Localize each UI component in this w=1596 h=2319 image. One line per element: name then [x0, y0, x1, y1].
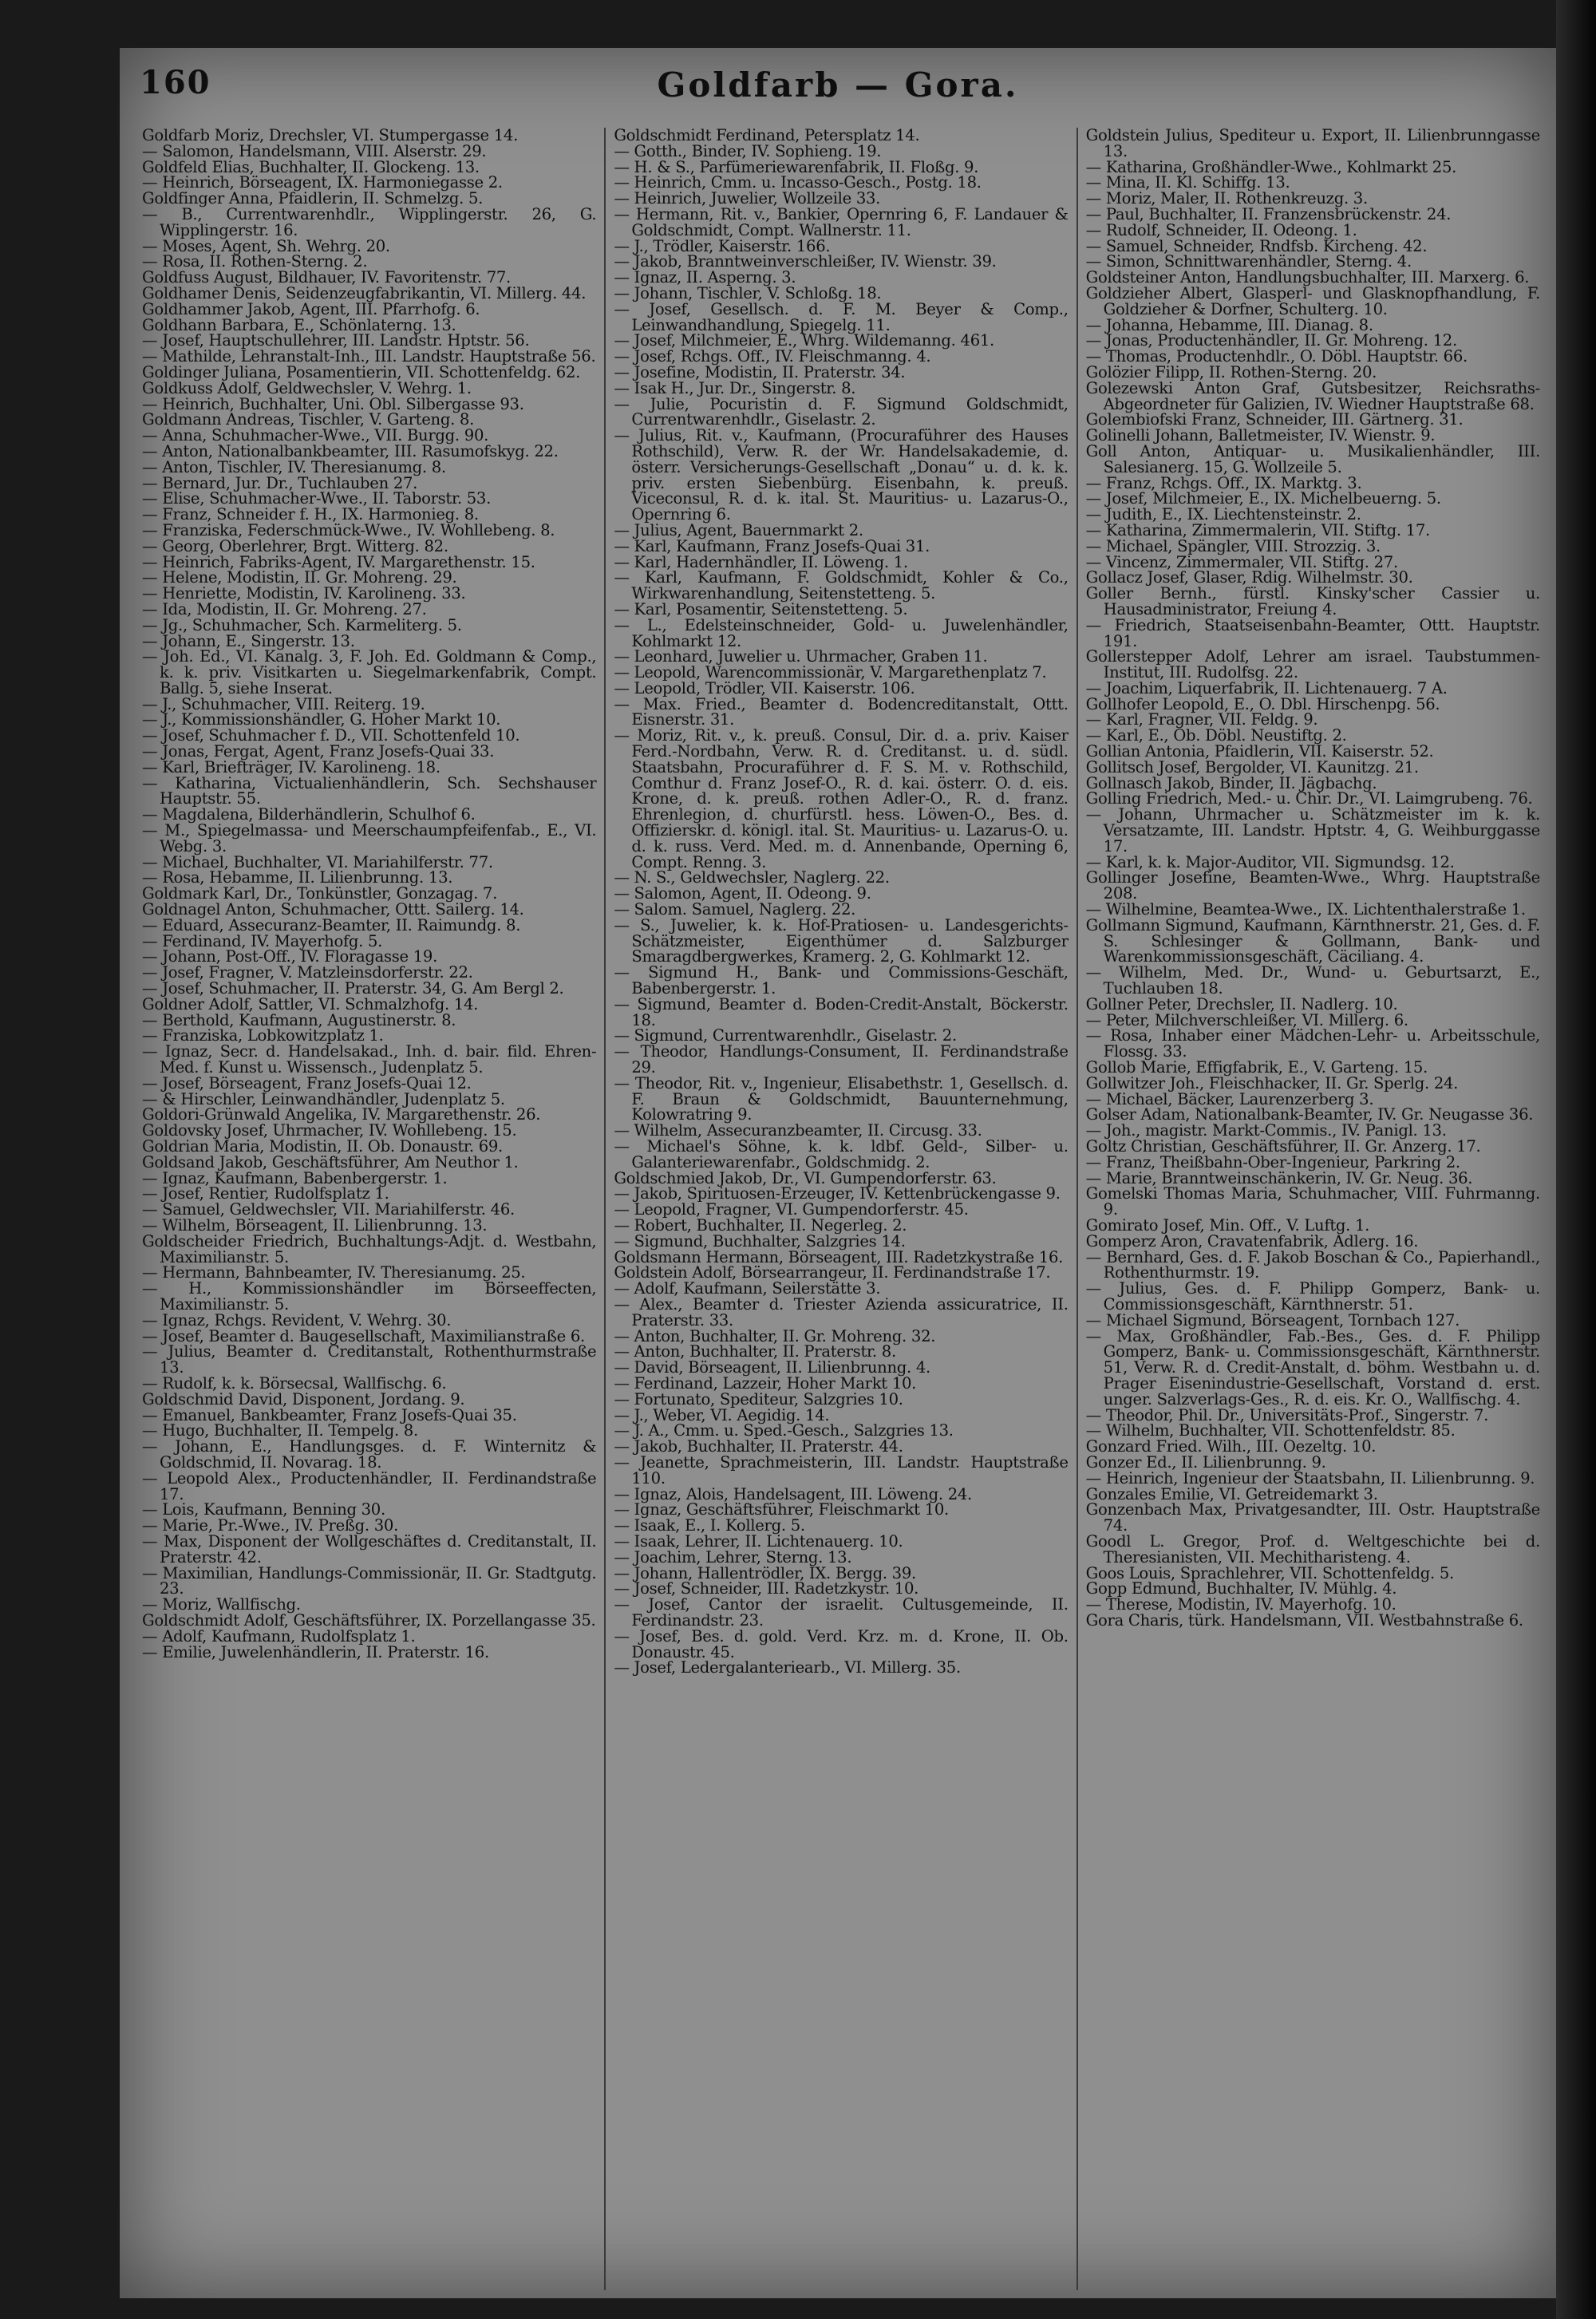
directory-column-2: [604, 128, 1076, 2290]
directory-entry: — Simon, Schnittwarenhändler, Sterng. 4.: [1085, 252, 1412, 271]
directory-entry: Gollob Marie, Effigfabrik, E., V. Garteng. 15.: [1085, 1058, 1428, 1077]
directory-entry: — M., Spiegelmassa- und Meerschaumpfeifenfab., E., VI. Webg. 3.: [142, 821, 597, 855]
directory-entry: — Bernhard, Ges. d. F. Jakob Boschan & Co., Papierhandl., Rothenthurmstr. 19.: [1085, 1247, 1540, 1282]
directory-entry: Gomelski Thomas Maria, Schuhmacher, VIII. Fuhrmanng. 9.: [1085, 1184, 1540, 1219]
directory-entry: — Henriette, Modistin, IV. Karolineng. 33.: [142, 584, 466, 603]
directory-entry: — Jonas, Fergat, Agent, Franz Josefs-Quai 33.: [142, 742, 495, 761]
directory-entry: — Karl, Kaufmann, F. Goldschmidt, Kohler & Co., Wirkwarenhandlung, Seitenstetteng. 5.: [614, 568, 1069, 603]
directory-entry: Gonzer Ed., II. Lilienbrunng. 9.: [1085, 1452, 1326, 1472]
page-edge-shadow: [1556, 0, 1596, 2319]
directory-entry: — Salom. Samuel, Naglerg. 22.: [614, 900, 856, 919]
directory-entry: — Karl, Kaufmann, Franz Josefs-Quai 31.: [614, 536, 930, 555]
directory-entry: — Adolf, Kaufmann, Seilerstätte 3.: [614, 1279, 881, 1298]
directory-entry: — Friedrich, Staatseisenbahn-Beamter, Ottt. Hauptstr. 191.: [1085, 615, 1540, 650]
directory-entry: — Leopold, Trödler, VII. Kaiserstr. 106.: [614, 678, 915, 697]
directory-entry: — J., Trödler, Kaiserstr. 166.: [614, 236, 831, 255]
directory-entry: — Jakob, Spirituosen-Erzeuger, IV. Kettenbrückengasse 9.: [614, 1184, 1061, 1203]
directory-entry: — Jg., Schuhmacher, Sch. Karmeliterg. 5.: [142, 615, 462, 634]
directory-entry: — Wilhelmine, Beamtea-Wwe., IX. Lichtenthalerstraße 1.: [1085, 900, 1526, 919]
directory-entry: — Joachim, Lehrer, Sterng. 13.: [614, 1547, 852, 1566]
directory-entry: — David, Börseagent, II. Lilienbrunng. 4.: [614, 1358, 930, 1377]
directory-entry: — Sigmund, Beamter d. Boden-Credit-Anstalt, Böckerstr. 18.: [614, 994, 1069, 1029]
directory-entry: — Vincenz, Zimmermaler, VII. Stiftg. 27.: [1085, 552, 1398, 571]
directory-entry: — Emanuel, Bankbeamter, Franz Josefs-Quai 35.: [142, 1405, 517, 1424]
directory-entry: — Michael, Spängler, VIII. Strozzig. 3.: [1085, 536, 1381, 555]
directory-entry: — Anna, Schuhmacher-Wwe., VII. Burgg. 90.: [142, 426, 489, 445]
directory-entry: — Josef, Cantor der israelit. Cultusgemeinde, II. Ferdinandstr. 23.: [614, 1595, 1069, 1630]
directory-entry: Goldhamer Denis, Seidenzeugfabrikantin, VI. Millerg. 44.: [142, 283, 587, 302]
directory-entry: Golling Friedrich, Med.- u. Chir. Dr., VI. Laimgrubeng. 76.: [1085, 789, 1533, 808]
directory-entry: — Katharina, Zimmermalerin, VII. Stiftg. 17.: [1085, 520, 1430, 539]
directory-entry: — Max, Disponent der Wollgeschäftes d. Creditanstalt, II. Praterstr. 42.: [142, 1531, 597, 1566]
directory-entry: Golinelli Johann, Balletmeister, IV. Wienstr. 9.: [1085, 426, 1436, 445]
directory-entry: — Fortunato, Spediteur, Salzgries 10.: [614, 1389, 903, 1408]
directory-entry: — J., Kommissionshändler, G. Hoher Markt 10.: [142, 710, 501, 729]
directory-entry: Goldhann Barbara, E., Schönlaterng. 13.: [142, 315, 456, 334]
directory-entry: — Julius, Beamter d. Creditanstalt, Rothenthurmstraße 13.: [142, 1342, 597, 1377]
directory-entry: — Wilhelm, Börseagent, II. Lilienbrunng. 13.: [142, 1215, 488, 1235]
directory-entry: Gonzenbach Max, Privatgesandter, III. Ostr. Hauptstraße 74.: [1085, 1500, 1540, 1535]
directory-entry: — Heinrich, Fabriks-Agent, IV. Margarethenstr. 15.: [142, 552, 535, 571]
directory-entry: Gollerstepper Adolf, Lehrer am israel. Taubstummen-Institut, III. Rudolfsg. 22.: [1085, 647, 1540, 682]
directory-entry: — Gotth., Binder, IV. Sophieng. 19.: [614, 141, 882, 160]
directory-entry: — Salomon, Agent, II. Odeong. 9.: [614, 884, 871, 903]
directory-entry: — Isaak, Lehrer, II. Lichtenauerg. 10.: [614, 1531, 903, 1551]
directory-entry: — Michael Sigmund, Börseagent, Tornbach 127.: [1085, 1310, 1460, 1329]
directory-entry: Gopp Edmund, Buchhalter, IV. Mühlg. 4.: [1085, 1579, 1397, 1598]
directory-entry: — Karl, Fragner, VII. Feldg. 9.: [1085, 710, 1318, 729]
directory-entry: Gomirato Josef, Min. Off., V. Luftg. 1.: [1085, 1215, 1370, 1235]
directory-entry: Gollhofer Leopold, E., O. Dbl. Hirschenpg. 56.: [1085, 694, 1440, 713]
directory-entry: — B., Currentwarenhdlr., Wipplingerstr. 26, G. Wipplingerstr. 16.: [142, 204, 597, 239]
directory-entry: — Max. Fried., Beamter d. Bodencreditanstalt, Ottt. Eisnerstr. 31.: [614, 694, 1069, 729]
directory-entry: Goldsmann Hermann, Börseagent, III. Radetzkystraße 16.: [614, 1247, 1064, 1266]
directory-entry: — Jeanette, Sprachmeisterin, III. Landstr. Hauptstraße 110.: [614, 1452, 1069, 1487]
directory-entry: — Alex., Beamter d. Triester Azienda assicuratrice, II. Praterstr. 33.: [614, 1294, 1069, 1329]
directory-entry: — Adolf, Kaufmann, Rudolfsplatz 1.: [142, 1626, 416, 1645]
directory-entry: — Theodor, Rit. v., Ingenieur, Elisabethstr. 1, Gesellsch. d. F. Braun & Goldschmidt, Bauunternehmung, Kolowratring 9.: [614, 1073, 1069, 1124]
directory-entry: Goldzieher Albert, Glasperl- und Glasknopfhandlung, F. Goldzieher & Dorfner, Schulterg. 10.: [1085, 283, 1540, 318]
directory-entry: — Jonas, Productenhändler, II. Gr. Mohreng. 12.: [1085, 331, 1457, 350]
directory-entry: — Helene, Modistin, II. Gr. Mohreng. 29.: [142, 568, 457, 587]
directory-entry: — Franz, Rchgs. Off., IX. Marktg. 3.: [1085, 473, 1362, 492]
directory-entry: — Isak H., Jur. Dr., Singerstr. 8.: [614, 378, 856, 397]
directory-entry: — Anton, Buchhalter, II. Praterstr. 8.: [614, 1342, 896, 1361]
directory-column-1: [134, 128, 604, 2290]
directory-entry: Gonzales Emilie, VI. Getreidemarkt 3.: [1085, 1484, 1378, 1503]
directory-entry: — Georg, Oberlehrer, Brgt. Witterg. 82.: [142, 536, 448, 555]
directory-entry: — Isaak, E., I. Kollerg. 5.: [614, 1516, 805, 1535]
directory-entry: Goldner Adolf, Sattler, VI. Schmalzhofg. 14.: [142, 994, 479, 1013]
directory-entry: — Heinrich, Cmm. u. Incasso-Gesch., Postg. 18.: [614, 173, 982, 192]
directory-entry: — Wilhelm, Med. Dr., Wund- u. Geburtsarzt, E., Tuchlauben 18.: [1085, 963, 1540, 998]
directory-entry: — Johann, Hallentrödler, IX. Bergg. 39.: [614, 1563, 916, 1582]
directory-entry: — Therese, Modistin, IV. Mayerhofg. 10.: [1085, 1595, 1396, 1614]
directory-entry: — Karl, Briefträger, IV. Karolineng. 18.: [142, 757, 440, 776]
directory-entry: — N. S., Geldwechsler, Naglerg. 22.: [614, 868, 890, 887]
directory-entry: Goldinger Juliana, Posamentierin, VII. Schottenfeldg. 62.: [142, 362, 581, 381]
directory-entry: — Josef, Fragner, V. Matzleinsdorferstr. 22.: [142, 963, 473, 982]
directory-entry: — Josef, Schneider, III. Radetzkystr. 10.: [614, 1579, 919, 1598]
directory-entry: — Theodor, Handlungs-Consument, II. Ferdinandstraße 29.: [614, 1042, 1069, 1077]
directory-entry: — Mina, II. Kl. Schiffg. 13.: [1085, 173, 1290, 192]
directory-entry: Goller Bernh., fürstl. Kinsky'scher Cassier u. Hausadministrator, Freiung 4.: [1085, 584, 1540, 618]
directory-entry: — Wilhelm, Buchhalter, VII. Schottenfeldstr. 85.: [1085, 1421, 1456, 1440]
directory-entry: — Heinrich, Ingenieur der Staatsbahn, II. Lilienbrunng. 9.: [1085, 1468, 1535, 1487]
directory-entry: — Johann, Post-Off., IV. Floragasse 19.: [142, 947, 438, 966]
directory-entry: — Franz, Theißbahn-Ober-Ingenieur, Parkring 2.: [1085, 1152, 1460, 1171]
directory-entry: — Rosa, II. Rothen-Sterng. 2.: [142, 252, 368, 271]
directory-entry: Goldmann Andreas, Tischler, V. Garteng. 8.: [142, 410, 475, 429]
directory-entry: — Eduard, Assecuranz-Beamter, II. Raimundg. 8.: [142, 915, 521, 934]
directory-entry: — Joachim, Liquerfabrik, II. Lichtenauerg. 7 A.: [1085, 678, 1448, 697]
directory-entry: — Leonhard, Juwelier u. Uhrmacher, Graben 11.: [614, 647, 988, 666]
directory-entry: — Paul, Buchhalter, II. Franzensbrückenstr. 24.: [1085, 204, 1452, 223]
directory-entry: Goldfarb Moriz, Drechsler, VI. Stumpergasse 14.: [142, 128, 519, 144]
directory-entry: Goll Anton, Antiquar- u. Musikalienhändler, III. Salesianerg. 15, G. Wollzeile 5.: [1085, 441, 1540, 476]
directory-entry: — Lois, Kaufmann, Benning 30.: [142, 1500, 385, 1519]
directory-entry: — Josef, Rentier, Rudolfsplatz 1.: [142, 1184, 389, 1203]
directory-entry: Goldschmidt Adolf, Geschäftsführer, IX. Porzellangasse 35.: [142, 1610, 596, 1630]
directory-entry: — Julius, Agent, Bauernmarkt 2.: [614, 520, 863, 539]
directory-entry: — Johann, E., Handlungsges. d. F. Winternitz & Goldschmid, II. Novarag. 18.: [142, 1437, 597, 1472]
directory-entry: — Hermann, Rit. v., Bankier, Opernring 6, F. Landauer & Goldschmidt, Compt. Wallnerstr. 11.: [614, 204, 1069, 239]
directory-entry: Goldfeld Elias, Buchhalter, II. Glockeng. 13.: [142, 157, 480, 176]
directory-entry: — Sigmund, Currentwarenhdlr., Giselastr. 2.: [614, 1026, 957, 1045]
directory-entry: Goldfinger Anna, Pfaidlerin, II. Schmelzg. 5.: [142, 189, 484, 208]
directory-entry: — J., Weber, VI. Aegidig. 14.: [614, 1405, 830, 1424]
directory-entry: Goltz Christian, Geschäftsführer, II. Gr. Anzerg. 17.: [1085, 1137, 1481, 1156]
directory-entry: Gora Charis, türk. Handelsmann, VII. Westbahnstraße 6.: [1085, 1610, 1523, 1630]
directory-entry: — Hugo, Buchhalter, II. Tempelg. 8.: [142, 1421, 418, 1440]
directory-entry: — S., Juwelier, k. k. Hof-Pratiosen- u. Landesgerichts-Schätzmeister, Eigenthümer d. Salzburger Smaragdbergwerkes, Kramerg. 2, G. Kohlmarkt 12.: [614, 915, 1069, 966]
directory-entry: Gollian Antonia, Pfaidlerin, VII. Kaiserstr. 52.: [1085, 742, 1434, 761]
directory-entry: — Ignaz, Geschäftsführer, Fleischmarkt 10.: [614, 1500, 949, 1519]
directory-entry: — Moriz, Wallfischg.: [142, 1595, 301, 1614]
directory-entry: — Leopold Alex., Productenhändler, II. Ferdinandstraße 17.: [142, 1468, 597, 1503]
directory-entry: — Ferdinand, Lazzeir, Hoher Markt 10.: [614, 1373, 917, 1393]
directory-entry: Gollmann Sigmund, Kaufmann, Kärnthnerstr. 21, Ges. d. F. S. Schlesinger & Gollmann, Bank- und Warenkommissionsgeschäft, Cäciliang. 4.: [1085, 915, 1540, 966]
directory-entry: Goldnagel Anton, Schuhmacher, Ottt. Sailerg. 14.: [142, 900, 524, 919]
directory-entry: Goldkuss Adolf, Geldwechsler, V. Wehrg. 1.: [142, 378, 472, 397]
directory-entry: — Samuel, Geldwechsler, VII. Mariahilferstr. 46.: [142, 1200, 515, 1219]
directory-entry: Gonzard Fried. Wilh., III. Oezeltg. 10.: [1085, 1437, 1377, 1456]
directory-entry: — Magdalena, Bilderhändlerin, Schulhof 6.: [142, 805, 476, 824]
directory-entry: — Julius, Rit. v., Kaufmann, (Procuraführer des Hauses Rothschild), Verw. R. der Wr. Handelsakademie, d. österr. Versicherungs-Gesellschaft „Donau“ u. d. k. k. priv. ersten Siebenbürg. Eisenbahn, k. preuß. Viceconsul, R. d. k. ital. St. Mauritius- u. Lazarus-O., Opernring 6.: [614, 426, 1069, 524]
directory-entry: Goldschmidt Ferdinand, Petersplatz 14.: [614, 128, 920, 144]
directory-entry: — Johann, Tischler, V. Schloßg. 18.: [614, 283, 882, 302]
directory-entry: — Michael, Bäcker, Laurenzerberg 3.: [1085, 1089, 1374, 1108]
running-head: Goldfarb — Gora.: [657, 65, 1019, 105]
directory-entry: — Johanna, Hebamme, III. Dianag. 8.: [1085, 315, 1373, 334]
directory-entry: — Franz, Schneider f. H., IX. Harmonieg. 8.: [142, 505, 479, 524]
directory-entry: — Ignaz, Kaufmann, Babenbergerstr. 1.: [142, 1168, 448, 1187]
directory-entry: — Josef, Schuhmacher f. D., VII. Schottenfeld 10.: [142, 726, 520, 745]
directory-entry: Goldori-Grünwald Angelika, IV. Margarethenstr. 26.: [142, 1105, 541, 1124]
directory-entry: Golser Adam, Nationalbank-Beamter, IV. Gr. Neugasse 36.: [1085, 1105, 1534, 1124]
directory-entry: — Ignaz, II. Asperng. 3.: [614, 268, 796, 287]
directory-entry: Gollnasch Jakob, Binder, II. Jägbachg.: [1085, 773, 1377, 792]
directory-entry: Goldsteiner Anton, Handlungsbuchhalter, III. Marxerg. 6.: [1085, 268, 1530, 287]
directory-entry: — Rosa, Inhaber einer Mädchen-Lehr- u. Arbeitsschule, Flossg. 33.: [1085, 1026, 1540, 1061]
directory-entry: Gollinger Josefine, Beamten-Wwe., Whrg. Hauptstraße 208.: [1085, 868, 1540, 903]
directory-entry: — Leopold, Warencommissionär, V. Margarethenplatz 7.: [614, 663, 1047, 682]
directory-entry: — Julie, Pocuristin d. F. Sigmund Goldschmidt, Currentwarenhdlr., Giselastr. 2.: [614, 394, 1069, 429]
directory-entry: — Marie, Pr.-Wwe., IV. Preßg. 30.: [142, 1516, 399, 1535]
directory-entry: — Anton, Buchhalter, II. Gr. Mohreng. 32.: [614, 1326, 936, 1345]
directory-entry: — Marie, Branntweinschänkerin, IV. Gr. Neug. 36.: [1085, 1168, 1473, 1187]
directory-entry: — J. A., Cmm. u. Sped.-Gesch., Salzgries 13.: [614, 1421, 954, 1440]
directory-entry: — H. & S., Parfümeriewarenfabrik, II. Floßg. 9.: [614, 157, 979, 176]
directory-entry: — Karl, k. k. Major-Auditor, VII. Sigmundsg. 12.: [1085, 852, 1455, 871]
directory-entry: — Berthold, Kaufmann, Augustinerstr. 8.: [142, 1010, 456, 1029]
directory-entry: — Wilhelm, Assecuranzbeamter, II. Circusg. 33.: [614, 1121, 982, 1140]
directory-entry: — Thomas, Productenhdlr., O. Döbl. Hauptstr. 66.: [1085, 347, 1468, 366]
directory-entry: — Johann, Uhrmacher u. Schätzmeister im k. k. Versatzamte, III. Landstr. Hptstr. 4, G. Weihburggasse 17.: [1085, 805, 1540, 855]
directory-entry: Gollwitzer Joh., Fleischhacker, II. Gr. Sperlg. 24.: [1085, 1073, 1459, 1092]
directory-entry: — Katharina, Victualienhändlerin, Sch. Sechshauser Hauptstr. 55.: [142, 773, 597, 808]
directory-entry: — Robert, Buchhalter, II. Negerleg. 2.: [614, 1215, 907, 1235]
directory-entry: — Mathilde, Lehranstalt-Inh., III. Landstr. Hauptstraße 56.: [142, 347, 596, 366]
directory-entry: — Michael's Söhne, k. k. ldbf. Geld-, Silber- u. Galanteriewarenfabr., Goldschmidg. 2.: [614, 1137, 1069, 1171]
directory-entry: — Johann, E., Singerstr. 13.: [142, 631, 355, 650]
directory-entry: — Ignaz, Alois, Handelsagent, III. Löweng. 24.: [614, 1484, 972, 1503]
directory-entry: — Sigmund H., Bank- und Commissions-Geschäft, Babenbergerstr. 1.: [614, 963, 1069, 998]
directory-entry: — Rosa, Hebamme, II. Lilienbrunng. 13.: [142, 868, 453, 887]
directory-entry: — Judith, E., IX. Liechtensteinstr. 2.: [1085, 505, 1361, 524]
directory-entry: — Sigmund, Buchhalter, Salzgries 14.: [614, 1231, 906, 1250]
directory-entry: Gollitsch Josef, Bergolder, VI. Kaunitzg. 21.: [1085, 757, 1419, 776]
directory-entry: — Ignaz, Rchgs. Revident, V. Wehrg. 30.: [142, 1310, 452, 1329]
directory-entry: — Moses, Agent, Sh. Wehrg. 20.: [142, 236, 390, 255]
directory-entry: Golembiofski Franz, Schneider, III. Gärtnerg. 31.: [1085, 410, 1464, 429]
directory-entry: — Jakob, Branntweinverschleißer, IV. Wienstr. 39.: [614, 252, 997, 271]
directory-page: [120, 48, 1556, 2298]
directory-columns: [134, 128, 1548, 2290]
directory-entry: — & Hirschler, Leinwandhändler, Judenplatz 5.: [142, 1089, 505, 1108]
directory-entry: — Josefine, Modistin, II. Praterstr. 34.: [614, 362, 906, 381]
directory-entry: — Max, Großhändler, Fab.-Bes., Ges. d. F. Philipp Gomperz, Bank- u. Commissionsgeschäft, Kärnthnerstr. 51, Verw. R. d. Credit-Anstalt, d. böhm. Westbahn u. d. Prager Eisenindustrie-Gesellschaft, Vorstand d. erst. unger. Salzverlags-Ges., R. d. eis. Kr. O., Wallfischg. 4.: [1085, 1326, 1540, 1408]
directory-entry: — Josef, Ledergalanteriearb., VI. Millerg. 35.: [614, 1658, 961, 1677]
directory-entry: — Josef, Gesellsch. d. F. M. Beyer & Comp., Leinwandhandlung, Spiegelg. 11.: [614, 299, 1069, 334]
directory-entry: Gollacz Josef, Glaser, Rdig. Wilhelmstr. 30.: [1085, 568, 1413, 587]
directory-entry: Golezewski Anton Graf, Gutsbesitzer, Reichsraths-Abgeordneter für Galizien, IV. Wiedner Hauptstraße 68.: [1085, 378, 1540, 413]
directory-entry: — Joh., magistr. Markt-Commis., IV. Panigl. 13.: [1085, 1121, 1447, 1140]
directory-entry: — Rudolf, k. k. Börsecsal, Wallfischg. 6.: [142, 1373, 447, 1393]
directory-entry: — L., Edelsteinschneider, Gold- u. Juwelenhändler, Kohlmarkt 12.: [614, 615, 1069, 650]
directory-entry: — Leopold, Fragner, VI. Gumpendorferstr. 45.: [614, 1200, 969, 1219]
directory-entry: — Ida, Modistin, II. Gr. Mohreng. 27.: [142, 599, 427, 618]
directory-entry: — Josef, Beamter d. Baugesellschaft, Maximilianstraße 6.: [142, 1326, 585, 1345]
directory-entry: — Karl, Hadernhändler, II. Löweng. 1.: [614, 552, 908, 571]
directory-entry: — Moriz, Rit. v., k. preuß. Consul, Dir. d. a. priv. Kaiser Ferd.-Nordbahn, Verw. R. d. Creditanst. u. d. südl. Staatsbahn, Procuraführer d. F. S. M. v. Rothschild, Comthur d. Franz Josef-O., R. d. kai. österr. O. d. eis. Krone, d. k. preuß. rothen Adler-O., R. d. franz. Ehrenlegion, d. churfürstl. hess. Löwen-O., Bes. d. Offizierskr. d. königl. ital. St. Mauritius- u. Lazarus-O. u. d. k. russ. Verd. Med. m. d. Annenbande, Operning 6, Compt. Renng. 3.: [614, 726, 1069, 871]
directory-entry: Goos Louis, Sprachlehrer, VII. Schottenfeldg. 5.: [1085, 1563, 1454, 1582]
directory-entry: — Franziska, Federschmück-Wwe., IV. Wohllebeng. 8.: [142, 520, 555, 539]
directory-entry: — Moriz, Maler, II. Rothenkreuzg. 3.: [1085, 189, 1368, 208]
directory-entry: Golözier Filipp, II. Rothen-Sterng. 20.: [1085, 362, 1377, 381]
directory-entry: — Joh. Ed., VI. Kanalg. 3, F. Joh. Ed. Goldmann & Comp., k. k. priv. Visitkarten u. Siegelmarkenfabrik, Compt. Ballg. 5, siehe Inserat.: [142, 647, 597, 697]
directory-entry: Goldfuss August, Bildhauer, IV. Favoritenstr. 77.: [142, 268, 511, 287]
directory-entry: — Bernard, Jur. Dr., Tuchlauben 27.: [142, 473, 418, 492]
directory-entry: — Josef, Schuhmacher, II. Praterstr. 34, G. Am Bergl 2.: [142, 979, 564, 998]
directory-entry: — Samuel, Schneider, Rndfsb. Kircheng. 42.: [1085, 236, 1428, 255]
directory-entry: — Rudolf, Schneider, II. Odeong. 1.: [1085, 220, 1357, 239]
directory-entry: Goldhammer Jakob, Agent, III. Pfarrhofg. 6.: [142, 299, 480, 318]
directory-entry: — Jakob, Buchhalter, II. Praterstr. 44.: [614, 1437, 903, 1456]
directory-entry: — Ferdinand, IV. Mayerhofg. 5.: [142, 931, 383, 950]
directory-entry: Gomperz Aron, Cravatenfabrik, Adlerg. 16.: [1085, 1231, 1419, 1250]
directory-entry: Goldovsky Josef, Uhrmacher, IV. Wohllebeng. 15.: [142, 1121, 517, 1140]
directory-entry: Goldstein Adolf, Börsearrangeur, II. Ferdinandstraße 17.: [614, 1263, 1051, 1282]
directory-entry: — Anton, Tischler, IV. Theresianumg. 8.: [142, 457, 446, 476]
directory-entry: — Heinrich, Juwelier, Wollzeile 33.: [614, 189, 881, 208]
directory-entry: — Hermann, Bahnbeamter, IV. Theresianumg. 25.: [142, 1263, 526, 1282]
directory-entry: — Heinrich, Buchhalter, Uni. Obl. Silbergasse 93.: [142, 394, 524, 413]
directory-entry: — Franziska, Lobkowitzplatz 1.: [142, 1026, 384, 1045]
directory-entry: — Josef, Rchgs. Off., IV. Fleischmanng. 4.: [614, 347, 931, 366]
directory-entry: — Theodor, Phil. Dr., Universitäts-Prof., Singerstr. 7.: [1085, 1405, 1489, 1424]
directory-entry: Goldschmid David, Disponent, Jordang. 9.: [142, 1389, 465, 1408]
directory-entry: — Michael, Buchhalter, VI. Mariahilferstr. 77.: [142, 852, 493, 871]
directory-entry: Goldmark Karl, Dr., Tonkünstler, Gonzagag. 7.: [142, 884, 498, 903]
directory-entry: — Karl, E., Ob. Döbl. Neustiftg. 2.: [1085, 726, 1347, 745]
directory-entry: Goldschmied Jakob, Dr., VI. Gumpendorferstr. 63.: [614, 1168, 997, 1187]
directory-entry: — Anton, Nationalbankbeamter, III. Rasumofskyg. 22.: [142, 441, 559, 460]
directory-entry: — Katharina, Großhändler-Wwe., Kohlmarkt 25.: [1085, 157, 1457, 176]
directory-entry: — Josef, Milchmeier, E., Whrg. Wildemanng. 461.: [614, 331, 994, 350]
directory-entry: — Peter, Milchverschleißer, VI. Millerg. 6.: [1085, 1010, 1408, 1029]
directory-entry: — Josef, Börseagent, Franz Josefs-Quai 12.: [142, 1073, 472, 1092]
directory-entry: Goldrian Maria, Modistin, II. Ob. Donaustr. 69.: [142, 1137, 503, 1156]
directory-entry: — H., Kommissionshändler im Börseeffecten, Maximilianstr. 5.: [142, 1279, 597, 1314]
directory-entry: — Elise, Schuhmacher-Wwe., II. Taborstr. 53.: [142, 489, 492, 508]
page-number: 160: [140, 64, 211, 101]
directory-entry: — Ignaz, Secr. d. Handelsakad., Inh. d. bair. fild. Ehren-Med. f. Kunst u. Wissensch., Judenplatz 5.: [142, 1042, 597, 1077]
directory-entry: — J., Schuhmacher, VIII. Reiterg. 19.: [142, 694, 425, 713]
directory-entry: Goodl L. Gregor, Prof. d. Weltgeschichte bei d. Theresianisten, VII. Mechitharisteng. 4.: [1085, 1531, 1540, 1566]
directory-entry: — Heinrich, Börseagent, IX. Harmoniegasse 2.: [142, 173, 503, 192]
directory-entry: — Josef, Hauptschullehrer, III. Landstr. Hptstr. 56.: [142, 331, 530, 350]
directory-entry: Goldstein Julius, Spediteur u. Export, II. Lilienbrunngasse 13.: [1085, 128, 1540, 160]
directory-entry: — Josef, Milchmeier, E., IX. Michelbeuerng. 5.: [1085, 489, 1441, 508]
directory-entry: — Josef, Bes. d. gold. Verd. Krz. m. d. Krone, II. Ob. Donaustr. 45.: [614, 1626, 1069, 1661]
directory-entry: — Karl, Posamentir, Seitenstetteng. 5.: [614, 599, 908, 618]
directory-entry: Goldscheider Friedrich, Buchhaltungs-Adjt. d. Westbahn, Maximilianstr. 5.: [142, 1231, 597, 1266]
directory-entry: — Emilie, Juwelenhändlerin, II. Praterstr. 16.: [142, 1642, 489, 1661]
directory-entry: — Salomon, Handelsmann, VIII. Alserstr. 29.: [142, 141, 487, 160]
directory-entry: — Julius, Ges. d. F. Philipp Gomperz, Bank- u. Commissionsgeschäft, Kärnthnerstr. 51.: [1085, 1279, 1540, 1314]
directory-entry: — Maximilian, Handlungs-Commissionär, II. Gr. Stadtgutg. 23.: [142, 1563, 597, 1598]
directory-entry: Gollner Peter, Drechsler, II. Nadlerg. 10.: [1085, 994, 1398, 1013]
directory-entry: Goldsand Jakob, Geschäftsführer, Am Neuthor 1.: [142, 1152, 519, 1171]
directory-column-3: [1077, 128, 1548, 2290]
